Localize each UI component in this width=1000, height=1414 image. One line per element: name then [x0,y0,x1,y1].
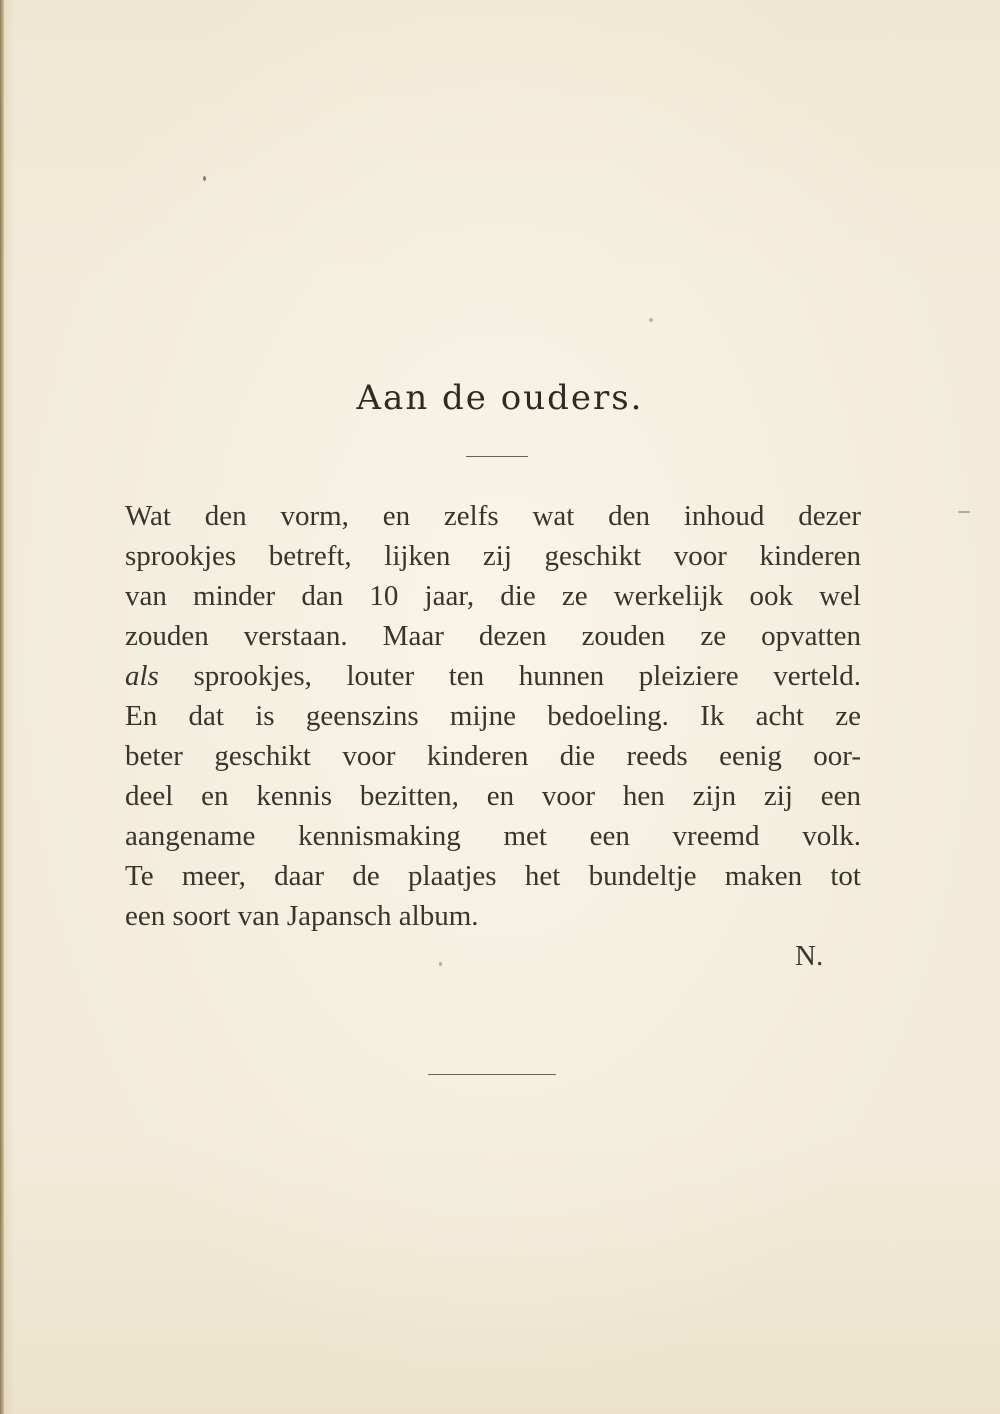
text-line [125,856,861,896]
text-line [125,616,861,656]
text-line [125,656,861,696]
text-line-content: van minder dan 10 jaar, die ze werkelijk ook wel [125,580,861,612]
text-line [125,816,861,856]
author-signature: N. [795,940,824,972]
paper-speck [439,962,442,966]
paper-speck [958,511,970,513]
text-line [125,496,861,536]
paper-speck [203,176,206,181]
text-line-content: aangename kennismaking met een vreemd volk. [125,820,861,852]
text-line-content: sprookjes betreft, lijken zij geschikt voor kinderen [125,540,861,572]
title-divider [466,456,528,457]
text-line-content: beter geschikt voor kinderen die reeds eenig oor- [125,740,861,772]
text-line [125,576,861,616]
text-line-content: een soort van Japansch album. [125,900,479,932]
page-title: Aan de ouders. [356,378,644,418]
text-line-content: deel en kennis bezitten, en voor hen zijn zij een [125,780,861,812]
text-line-content: Wat den vorm, en zelfs wat den inhoud dezer [125,500,861,532]
text-line-content: sprookjes, louter ten hunnen pleiziere verteld. [158,660,861,692]
text-line-content: En dat is geenszins mijne bedoeling. Ik acht ze [125,700,861,732]
text-line [125,536,861,576]
text-line [125,696,861,736]
closing-divider [428,1074,556,1075]
text-line [125,736,861,776]
text-line-content: Te meer, daar de plaatjes het bundeltje maken tot [125,860,861,892]
text-line [125,896,861,936]
paper-speck [649,318,653,322]
italic-word: als [125,660,159,692]
text-line-content: zouden verstaan. Maar dezen zouden ze opvatten [125,620,861,652]
preface-paragraph [125,496,861,936]
text-line [125,776,861,816]
